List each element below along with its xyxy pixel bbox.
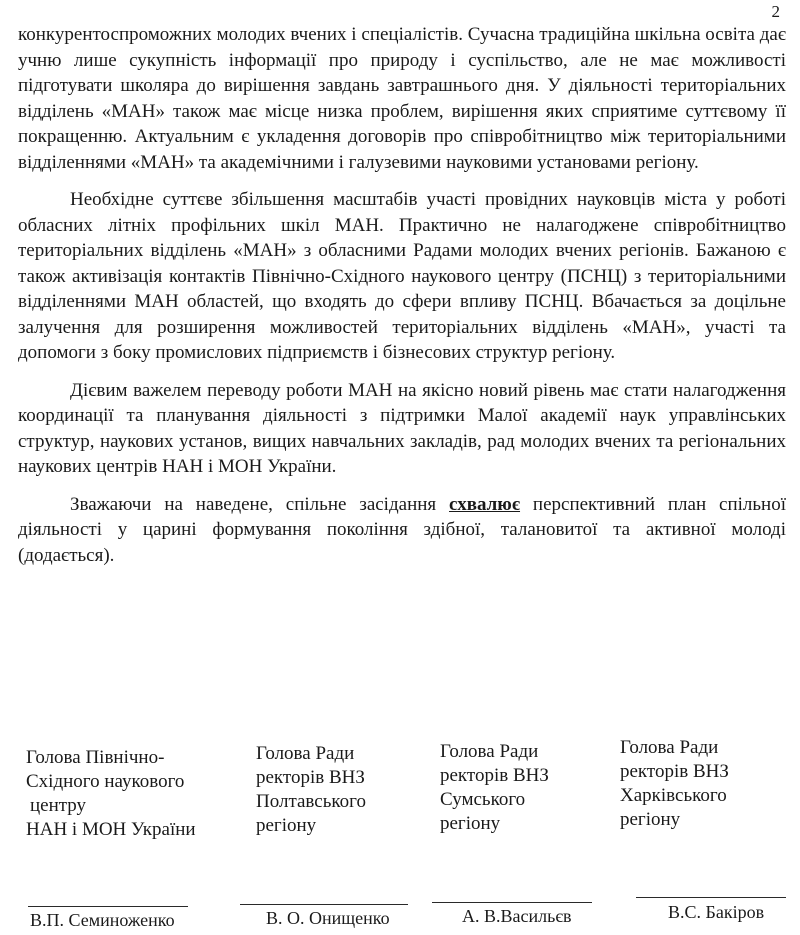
signatory-4-title-line: Голова Ради — [620, 737, 719, 758]
signatory-1-title-line: центру — [30, 795, 87, 816]
signatory-3-title-line: регіону — [440, 813, 501, 834]
signatory-4-title — [620, 736, 729, 832]
signatory-1-title — [26, 746, 196, 842]
paragraph-4-rest: перспективний план спільної діяльності у царині формування покоління здібної, талановитої та активної молоді (додається). — [18, 493, 786, 566]
paragraph-1: конкурентоспроможних молодих вчених і спеціалістів. Сучасна традиційна шкільна освіта дає учню лише сукупність інформації про природу і суспільство, але не має можливості підготувати школяра до вирішення завдань завтрашнього дня. У діяльності територіальних відділень «МАН» також має місце низка проблем, вирішення яких сприятиме суттєвому її покращенню. Актуальним є укладення договорів про співробітництво між територіальними відділеннями «МАН» та академічними і галузевими науковими установами регіону. — [18, 24, 786, 173]
paragraph-3: Дієвим важелем переводу роботи МАН на якісно новий рівень має стати налагодження координації та планування діяльності з підтримки Малої академії наук управлінських структур, наукових установ, вищих навчальних закладів, рад молодих вчених та регіональних наукових центрів НАН і МОН України. — [18, 379, 786, 477]
paragraph-4-lead: Зважаючи на наведене, спільне засідання — [70, 493, 450, 515]
signatory-3-title-line: ректорів ВНЗ — [440, 765, 549, 786]
signature-line — [636, 897, 786, 898]
signatory-2-title-line: Полтавського — [256, 791, 366, 812]
signature-line — [240, 904, 408, 905]
signatory-4-title-line: регіону — [620, 809, 681, 830]
signatory-1-title-line: НАН і МОН України — [26, 819, 196, 840]
signatory-3-title — [440, 740, 549, 836]
signatory-3-name: А. В.Васильєв — [462, 906, 572, 926]
signatory-3-title-line: Сумського — [440, 789, 526, 810]
signatory-2-title-line: регіону — [256, 815, 317, 836]
signatory-4-title-line: Харківського — [620, 785, 727, 806]
signatory-2-title-line: Голова Ради — [256, 743, 355, 764]
paragraph-2: Необхідне суттєве збільшення масштабів участі провідних науковців міста у роботі обласних літніх профільних шкіл МАН. Практично не налагоджене співробітництво територіальних відділень «МАН» з обласними Радами молодих вчених регіонів. Бажаною є також активізація контактів Північно-Східного наукового центру (ПСНЦ) з територіальними відділеннями МАН областей, що входять до сфери впливу ПСНЦ. Вбачається за доцільне залучення для розширення можливостей територіальних відділень «МАН», участі та допомоги з боку промислових підприємств і бізнесових структур регіону. — [18, 189, 786, 363]
signatory-1-title-line: Східного наукового — [26, 771, 185, 792]
signatory-3-title-line: Голова Ради — [440, 741, 539, 762]
signatory-2-title-line: ректорів ВНЗ — [256, 767, 365, 788]
signatory-4-name: В.С. Бакіров — [668, 902, 765, 922]
signatory-2-title — [256, 742, 366, 838]
signature-line — [432, 902, 592, 903]
signatory-2-name: В. О. Онищенко — [266, 908, 390, 928]
signatory-1-title-line: Голова Північно- — [26, 747, 165, 768]
approves-emphasis: схвалює — [449, 493, 521, 515]
signatory-1-name: В.П. Семиноженко — [30, 910, 175, 930]
signature-line — [28, 906, 188, 907]
signatory-4-title-line: ректорів ВНЗ — [620, 761, 729, 782]
page-number: 2 — [771, 2, 780, 21]
paragraph-4 — [18, 492, 786, 569]
document-body — [18, 22, 786, 580]
